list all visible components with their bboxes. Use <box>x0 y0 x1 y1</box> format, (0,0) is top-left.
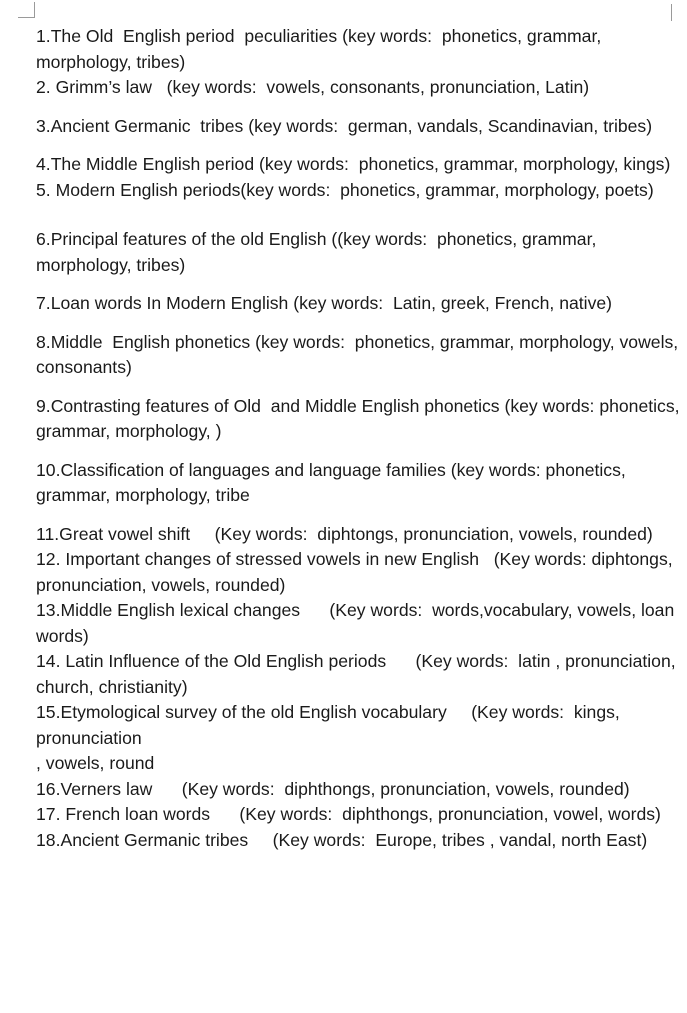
list-item-6 <box>36 227 686 278</box>
item-keywords: (key words: german, vandals, Scandinavian, tribes) <box>243 115 653 136</box>
item-number: 10. <box>36 459 61 480</box>
item-keywords: (key words: phonetics, grammar, morphology, ) <box>36 395 685 441</box>
list-item-17 <box>36 802 686 828</box>
item-title: Great vowel shift <box>59 523 191 544</box>
item-number: 8. <box>36 331 51 352</box>
item-title: Important changes of stressed vowels in new English <box>65 549 480 569</box>
item-keywords: (key words: phonetics, grammar, morphology, vowels, consonants) <box>36 331 684 377</box>
item-keywords: (Key words: diphtongs, pronunciation, vowels, rounded) <box>36 549 678 595</box>
item-keywords: (key words: vowels, consonants, pronunciation, Latin) <box>152 77 590 97</box>
item-number: 14. <box>36 651 66 671</box>
item-number: 15. <box>36 702 61 722</box>
item-keywords: (Key words: kings, pronunciation , vowels, round <box>36 702 620 773</box>
item-title: Middle English lexical changes <box>60 600 301 620</box>
item-number: 17. <box>36 804 66 824</box>
crop-mark-top-left-vertical <box>34 2 35 18</box>
item-title: Latin Influence of the Old English periods <box>65 651 387 671</box>
item-keywords: (key words: phonetics, grammar, morphology, poets) <box>240 179 654 200</box>
item-number: 12. <box>36 549 66 569</box>
crop-mark-top-right-vertical <box>671 4 672 21</box>
item-title: Contrasting features of Old and Middle English phonetics <box>50 395 500 416</box>
item-number: 13. <box>36 600 61 620</box>
item-number: 5. <box>36 179 56 200</box>
list-item-14 <box>36 649 686 700</box>
item-title: Middle English phonetics <box>50 331 251 352</box>
list-item-11 <box>36 522 686 548</box>
list-item-13 <box>36 598 686 649</box>
list-item-8 <box>36 330 686 381</box>
item-number: 4. <box>36 154 51 174</box>
item-title: Ancient Germanic tribes <box>60 829 249 850</box>
crop-mark-top-left-horizontal <box>18 17 34 18</box>
item-number: 6. <box>36 229 51 249</box>
item-title: Verners law <box>60 778 153 799</box>
item-title: Loan words In Modern English <box>50 293 289 313</box>
item-keywords: (Key words: diphthongs, pronunciation, vowel, words) <box>210 804 661 824</box>
item-title: The Middle English period <box>50 154 255 174</box>
list-item-4 <box>36 152 686 178</box>
list-item-18 <box>36 828 686 854</box>
item-keywords: (key words: phonetics, grammar, morphology, tribes) <box>36 26 607 72</box>
item-number: 3. <box>36 115 51 136</box>
item-title: Principal features of the old English <box>50 229 327 249</box>
item-number: 2. <box>36 77 56 97</box>
list-item-12 <box>36 547 686 598</box>
list-item-16 <box>36 777 686 803</box>
item-title: Etymological survey of the old English vocabulary <box>60 702 447 722</box>
item-number: 18. <box>36 829 61 850</box>
item-keywords: (Key words: diphthongs, pronunciation, vowels, rounded) <box>152 778 630 799</box>
list-item-15 <box>36 700 686 777</box>
list-item-5 <box>36 178 686 204</box>
item-title: The Old English period peculiarities <box>50 26 338 46</box>
item-title: Grimm’s law <box>55 77 153 97</box>
question-list <box>36 24 686 853</box>
item-keywords: (Key words: Europe, tribes , vandal, north East) <box>248 829 648 850</box>
item-keywords: (Key words: latin , pronunciation, church, christianity) <box>36 651 681 697</box>
item-title: Modern English periods <box>55 179 241 200</box>
item-keywords: (key words: phonetics, grammar, morphology, kings) <box>254 154 671 174</box>
item-keywords: (key words: Latin, greek, French, native) <box>288 293 613 313</box>
item-title: Classification of languages and language families <box>60 459 446 480</box>
item-keywords: ((key words: phonetics, grammar, morphology, tribes) <box>36 229 602 275</box>
list-item-10 <box>36 458 686 509</box>
list-item-9 <box>36 394 686 445</box>
item-title: Ancient Germanic tribes <box>50 115 244 136</box>
item-number: 16. <box>36 778 61 799</box>
item-keywords: (key words: phonetics, grammar, morphology, tribe <box>36 459 631 505</box>
item-keywords: (Key words: diphtongs, pronunciation, vowels, rounded) <box>190 523 653 544</box>
item-title: French loan words <box>65 804 211 824</box>
item-number: 9. <box>36 395 51 416</box>
item-number: 11. <box>36 523 60 544</box>
list-item-3 <box>36 114 686 140</box>
list-item-1 <box>36 24 686 75</box>
item-keywords: (Key words: words,vocabulary, vowels, loan words) <box>36 600 680 646</box>
item-number: 7. <box>36 293 51 313</box>
list-item-2 <box>36 75 686 101</box>
item-number: 1. <box>36 26 51 46</box>
list-item-7 <box>36 291 686 317</box>
